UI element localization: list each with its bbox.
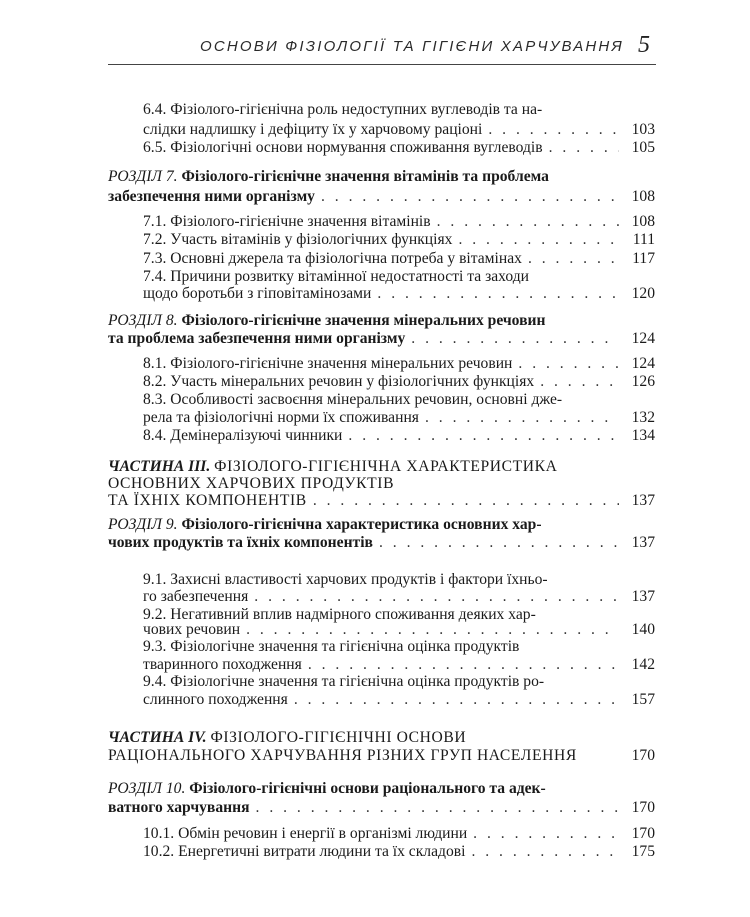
toc-chapter-7[interactable]: забезпечення ними організму . . . 108 xyxy=(108,186,655,207)
page-ref: 140 xyxy=(631,621,655,638)
page-ref: 157 xyxy=(631,691,655,708)
page-ref: 124 xyxy=(631,330,655,347)
toc-entry-6-4-line1: 6.4. Фізіолого-гігієнічна роль недоступних вуглеводів та на- xyxy=(143,101,543,118)
toc-part-3-line1: ЧАСТИНА ІІІ. ФІЗІОЛОГО-ГІГІЄНІЧНА ХАРАКТЕРИСТИКА xyxy=(108,458,558,475)
page-ref: 170 xyxy=(631,825,655,842)
page-ref: 132 xyxy=(631,409,655,426)
chapter-label: РОЗДІЛ 8. xyxy=(108,312,178,329)
toc-part-3[interactable]: ТА ЇХНІХ КОМПОНЕНТІВ . . . 137 xyxy=(108,490,655,511)
toc-chapter-10-line1: РОЗДІЛ 10. Фізіолого-гігієнічні основи раціонального та адек- xyxy=(108,780,546,797)
toc-entry-7-4[interactable]: щодо боротьби з гіповітамінозами . . . 120 xyxy=(143,283,655,304)
part-label: ЧАСТИНА IV. xyxy=(108,729,207,746)
toc-entry-9-1-line1: 9.1. Захисні властивості харчових продуктів і фактори їхньо- xyxy=(143,571,548,588)
toc-entry-10-2[interactable]: 10.2. Енергетичні витрати людини та їх складові . . . 175 xyxy=(143,841,655,862)
page-ref: 170 xyxy=(631,799,655,816)
toc-entry-9-4[interactable]: слинного походження . . . 157 xyxy=(143,689,655,710)
toc-entry-9-1[interactable]: го забезпечення . . . 137 xyxy=(143,586,655,607)
page-ref: 137 xyxy=(631,588,655,605)
page-ref: 108 xyxy=(631,213,655,230)
running-title: ОСНОВИ ФІЗІОЛОГІЇ ТА ГІГІЄНИ ХАРЧУВАННЯ xyxy=(200,38,624,55)
toc-chapter-8-line1: РОЗДІЛ 8. Фізіолого-гігієнічне значення мінеральних речовин xyxy=(108,312,546,329)
page-ref: 103 xyxy=(631,121,655,138)
toc-entry-6-5[interactable]: 6.5. Фізіологічні основи нормування споживання вуглеводів . . . 105 xyxy=(143,137,655,158)
toc-entry-9-3-line1: 9.3. Фізіологічне значення та гігієнічна оцінка продуктів xyxy=(143,638,520,655)
toc-entry-9-3[interactable]: тваринного походження . . . 142 xyxy=(143,654,655,675)
toc-entry-8-3[interactable]: рела та фізіологічні норми їх споживання . . . 132 xyxy=(143,407,655,428)
toc-entry-9-2[interactable]: чових речовин . . . 140 xyxy=(143,619,655,640)
toc-part-4[interactable]: РАЦІОНАЛЬНОГО ХАРЧУВАННЯ РІЗНИХ ГРУП НАСЕЛЕННЯ 170 xyxy=(108,747,655,764)
toc-entry-8-1[interactable]: 8.1. Фізіолого-гігієнічне значення мінеральних речовин . . . 124 xyxy=(143,353,655,374)
toc-chapter-10[interactable]: ватного харчування . . . 170 xyxy=(108,797,655,818)
toc-entry-10-1[interactable]: 10.1. Обмін речовин і енергії в організмі людини . . . 170 xyxy=(143,823,655,844)
toc-entry-9-4-line1: 9.4. Фізіологічне значення та гігієнічна оцінка продуктів ро- xyxy=(143,673,545,690)
page-ref: 142 xyxy=(631,656,655,673)
part-label: ЧАСТИНА ІІІ. xyxy=(108,458,211,475)
page-ref: 175 xyxy=(631,843,655,860)
page-ref: 120 xyxy=(631,285,655,302)
toc-entry-8-2[interactable]: 8.2. Участь мінеральних речовин у фізіологічних функціях . . . 126 xyxy=(143,371,655,392)
toc-part-3-line2: ОСНОВНИХ ХАРЧОВИХ ПРОДУКТІВ xyxy=(108,475,395,492)
toc-entry-7-1[interactable]: 7.1. Фізіолого-гігієнічне значення вітамінів . . . 108 xyxy=(143,211,655,232)
chapter-label: РОЗДІЛ 10. xyxy=(108,780,186,797)
page-ref: 134 xyxy=(631,427,655,444)
toc-chapter-9[interactable]: чових продуктів та їхніх компонентів . . . 137 xyxy=(108,532,655,553)
toc-entry-9-2-line1: 9.2. Негативний вплив надмірного споживання деяких хар- xyxy=(143,606,536,623)
toc-entry-6-4[interactable]: слідки надлишку і дефіциту їх у харчовому раціоні . . . 103 xyxy=(143,119,655,140)
toc-chapter-9-line1: РОЗДІЛ 9. Фізіолого-гігієнічна характеристика основних хар- xyxy=(108,516,542,533)
toc-entry-8-4[interactable]: 8.4. Демінералізуючі чинники . . . 134 xyxy=(143,425,655,446)
toc-chapter-7-line1: РОЗДІЛ 7. Фізіолого-гігієнічне значення вітамінів та проблема xyxy=(108,168,549,185)
toc-entry-7-3[interactable]: 7.3. Основні джерела та фізіологічна потреба у вітамінах . . . 117 xyxy=(143,248,655,269)
chapter-label: РОЗДІЛ 7. xyxy=(108,168,178,185)
chapter-label: РОЗДІЛ 9. xyxy=(108,516,178,533)
page-ref: 170 xyxy=(631,747,655,764)
page-ref: 137 xyxy=(631,492,655,509)
page-ref: 117 xyxy=(632,250,655,267)
page-ref: 108 xyxy=(631,188,655,205)
page-ref: 126 xyxy=(631,373,655,390)
toc-entry-7-4-line1: 7.4. Причини розвитку вітамінної недостатності та заходи xyxy=(143,268,530,285)
page-ref: 111 xyxy=(632,231,655,248)
toc-entry-8-3-line1: 8.3. Особливості засвоєння мінеральних речовин, основні дже- xyxy=(143,391,563,408)
page-ref: 124 xyxy=(631,355,655,372)
toc-entry-7-2[interactable]: 7.2. Участь вітамінів у фізіологічних функціях . . . 111 xyxy=(143,229,655,250)
toc-chapter-8[interactable]: та проблема забезпечення ними організму . . . 124 xyxy=(108,328,655,349)
page-ref: 137 xyxy=(631,534,655,551)
toc-part-4-line1: ЧАСТИНА IV. ФІЗІОЛОГО-ГІГІЄНІЧНІ ОСНОВИ xyxy=(108,729,467,746)
page-ref: 105 xyxy=(631,139,655,156)
page-number: 5 xyxy=(638,32,650,58)
